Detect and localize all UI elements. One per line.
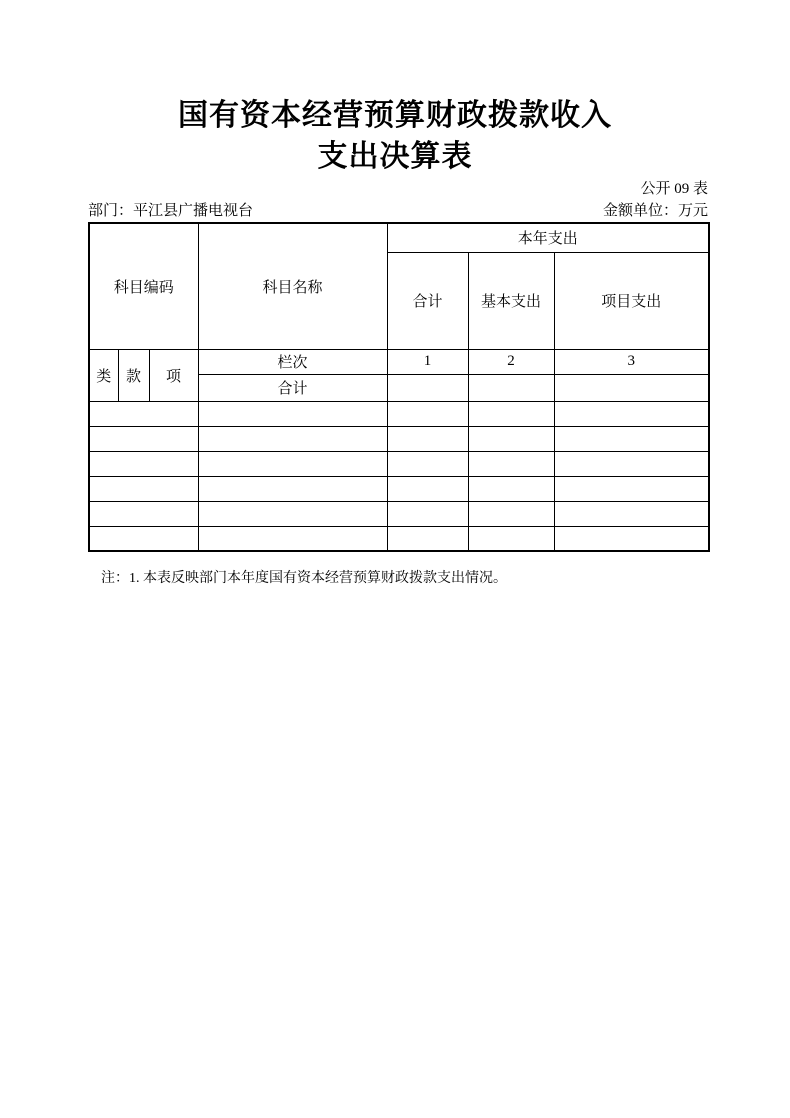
amount-unit-label: 金额单位：万元	[602, 203, 708, 219]
table-row	[89, 426, 709, 451]
document-title	[0, 95, 790, 177]
cell-project	[554, 426, 709, 451]
cell-project	[554, 401, 709, 426]
footnote: 注：1. 本表反映部门本年度国有资本经营预算财政拨款支出情况。	[101, 571, 507, 586]
cell-subject-code	[89, 501, 198, 526]
lanci-label: 栏次	[198, 349, 387, 374]
cell-subject-name	[198, 401, 387, 426]
cell-subject-code	[89, 451, 198, 476]
cell-basic	[468, 526, 554, 551]
meta-row	[88, 199, 708, 220]
cell-project	[554, 501, 709, 526]
col-project-expenditure-header: 项目支出	[554, 252, 709, 349]
cell-subject-name	[198, 476, 387, 501]
budget-table	[88, 222, 710, 552]
cell-basic	[468, 426, 554, 451]
cell-total	[387, 476, 468, 501]
cell-subject-code	[89, 476, 198, 501]
cell-total	[387, 526, 468, 551]
cell-subject-code	[89, 526, 198, 551]
cell-subject-name	[198, 526, 387, 551]
cell-subject-code	[89, 401, 198, 426]
department-label: 部门：平江县广播电视台	[88, 203, 254, 219]
table-row	[89, 526, 709, 551]
code-sub-subitem: 项	[149, 349, 198, 401]
table-row	[89, 476, 709, 501]
cell-subject-code	[89, 426, 198, 451]
table-row	[89, 401, 709, 426]
cell-basic	[468, 401, 554, 426]
cell-project	[554, 526, 709, 551]
col-basic-expenditure-header: 基本支出	[468, 252, 554, 349]
cell-total	[387, 501, 468, 526]
col-total-header: 合计	[387, 252, 468, 349]
cell-project	[554, 476, 709, 501]
total-row-value-project	[554, 374, 709, 401]
header-row-1	[89, 223, 709, 252]
cell-basic	[468, 476, 554, 501]
title-line-2: 支出决算表	[317, 140, 473, 173]
cell-subject-name	[198, 426, 387, 451]
table-code-label: 公开 09 表	[640, 181, 708, 197]
column-number-2: 2	[468, 349, 554, 374]
total-row-value-total	[387, 374, 468, 401]
cell-basic	[468, 501, 554, 526]
code-sub-category: 类	[89, 349, 118, 401]
cell-basic	[468, 451, 554, 476]
subject-name-header: 科目名称	[198, 223, 387, 349]
column-index-row	[89, 349, 709, 374]
code-sub-item: 款	[118, 349, 149, 401]
table-row	[89, 451, 709, 476]
cell-project	[554, 451, 709, 476]
column-number-1: 1	[387, 349, 468, 374]
total-row-value-basic	[468, 374, 554, 401]
current-year-expenditure-header: 本年支出	[387, 223, 709, 252]
cell-subject-name	[198, 451, 387, 476]
cell-subject-name	[198, 501, 387, 526]
column-number-3: 3	[554, 349, 709, 374]
subject-code-header: 科目编码	[89, 223, 198, 349]
cell-total	[387, 401, 468, 426]
total-row-label: 合计	[198, 374, 387, 401]
title-line-1: 国有资本经营预算财政拨款收入	[178, 99, 612, 132]
cell-total	[387, 451, 468, 476]
table-row	[89, 501, 709, 526]
cell-total	[387, 426, 468, 451]
